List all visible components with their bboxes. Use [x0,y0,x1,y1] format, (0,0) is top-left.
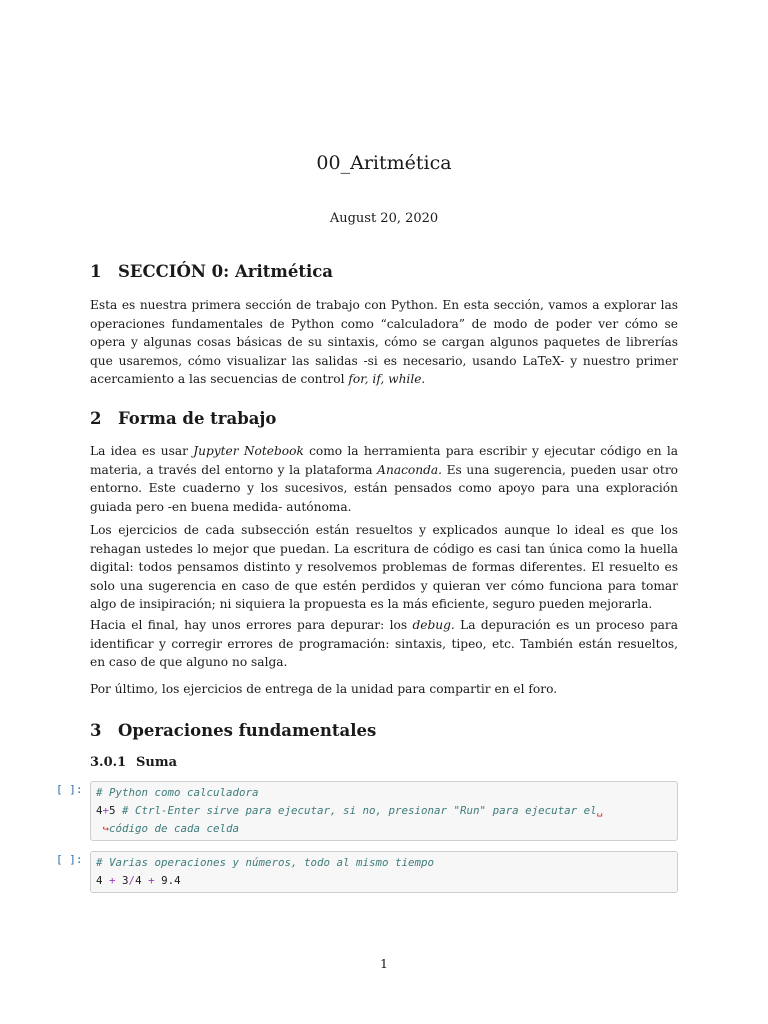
section-2-paragraph-3 [90,616,678,672]
paragraph-italic-text: Jupyter Notebook [193,444,304,458]
code-token: 3 [115,874,129,887]
section-heading-2 [90,409,276,428]
code-token: 4 [96,874,110,887]
section-title: SECCIÓN 0: Aritmética [118,262,333,281]
section-heading-3 [90,721,376,740]
paragraph-text: Por último, los ejercicios de entrega de la unidad para compartir en el foro. [90,682,558,696]
paragraph-text: Los ejercicios de cada subsección están resueltos y explicados aunque lo ideal es que los rehagan ustedes lo mejor que puedan. La escritura de código es casi tan única como la huella digital: todos pensamos distinto y resolvemos problemas de formas diferentes. El resuelto es solo una sugerencia en caso de que estén perdidos y quieran ver cómo funciona para tomar algo de insipiración; ni siquiera la propuesta es la más eficiente, seguro pueden mejorarla. [90,523,678,611]
paragraph-italic-text: for, if, while. [348,372,426,386]
section-1-paragraph [90,296,678,389]
code-token: 4 [96,804,103,817]
paragraph-text: como la herramienta para escribir y ejecutar código en la materia, a través del entorno y la plataforma [90,444,678,477]
section-heading-1 [90,262,333,281]
code-line [96,854,672,872]
subsection-heading-3-0-1 [90,755,177,770]
page-number: 1 [380,956,388,971]
document-title: 00_Aritmética [316,152,452,174]
section-title: Operaciones fundamentales [118,721,377,740]
subsection-title: Suma [136,755,178,770]
code-operator: + [148,874,155,887]
code-comment: código de cada celda [109,822,240,835]
cell-prompt: [ ]: [56,853,83,866]
paragraph-text: Es una sugerencia, pueden usar otro entorno. Este cuaderno y los sucesivos, están pensados como apoyo para una exploración guiada pero -en buena medida- autónoma. [90,462,678,514]
code-operator: + [109,874,116,887]
section-title: Forma de trabajo [118,409,277,428]
code-comment: # Ctrl-Enter sirve para ejecutar, si no, presionar "Run" para ejecutar el [122,804,597,817]
subsection-number: 3.0.1 [90,755,127,770]
code-operator: / [128,874,136,887]
section-number: 3 [90,721,102,740]
code-editor[interactable] [90,851,678,893]
code-line [96,784,672,802]
paragraph-text: La idea es usar [90,444,194,458]
code-comment: # Python como calculadora [96,786,259,799]
section-2-paragraph-1 [90,442,678,516]
code-token: 9.4 [154,874,181,887]
code-line [96,820,672,838]
paragraph-italic-text: Anaconda. [377,462,443,477]
section-2-paragraph-4 [90,680,678,699]
section-number: 2 [90,409,102,428]
section-number: 1 [90,262,102,281]
line-wrap-marker-icon: ␣ [596,804,604,817]
paragraph-text: La depuración es un proceso para identificar y corregir errores de programación: sintaxis, tipeo, etc. También están resueltos, en caso de que alguno no salga. [90,618,678,669]
code-line [96,872,672,890]
code-token: 5 [109,804,123,817]
code-comment: # Varias operaciones y números, todo al mismo tiempo [96,856,435,869]
paragraph-text: Hacia el final, hay unos errores para depurar: los [90,618,413,632]
line-continuation-arrow-icon: ↪ [96,822,110,835]
code-token: 4 [135,874,149,887]
paragraph-italic-text: debug. [412,618,455,632]
code-operator: + [102,804,110,817]
code-line [96,802,672,820]
cell-prompt: [ ]: [56,783,83,796]
code-editor[interactable] [90,781,678,841]
document-date: August 20, 2020 [329,211,439,226]
section-2-paragraph-2 [90,521,678,614]
paragraph-text: Esta es nuestra primera sección de trabajo con Python. En esta sección, vamos a explorar las operaciones fundamentales de Python como “calculadora” de modo de poder ver cómo se opera y algunas cosas básicas de su sintaxis, cómo se cargan algunos paquetes de librerías que usaremos, cómo visualizar las salidas -si es necesario, usando LaTeX- y nuestro primer acercamiento a las secuencias de control [90,298,678,386]
